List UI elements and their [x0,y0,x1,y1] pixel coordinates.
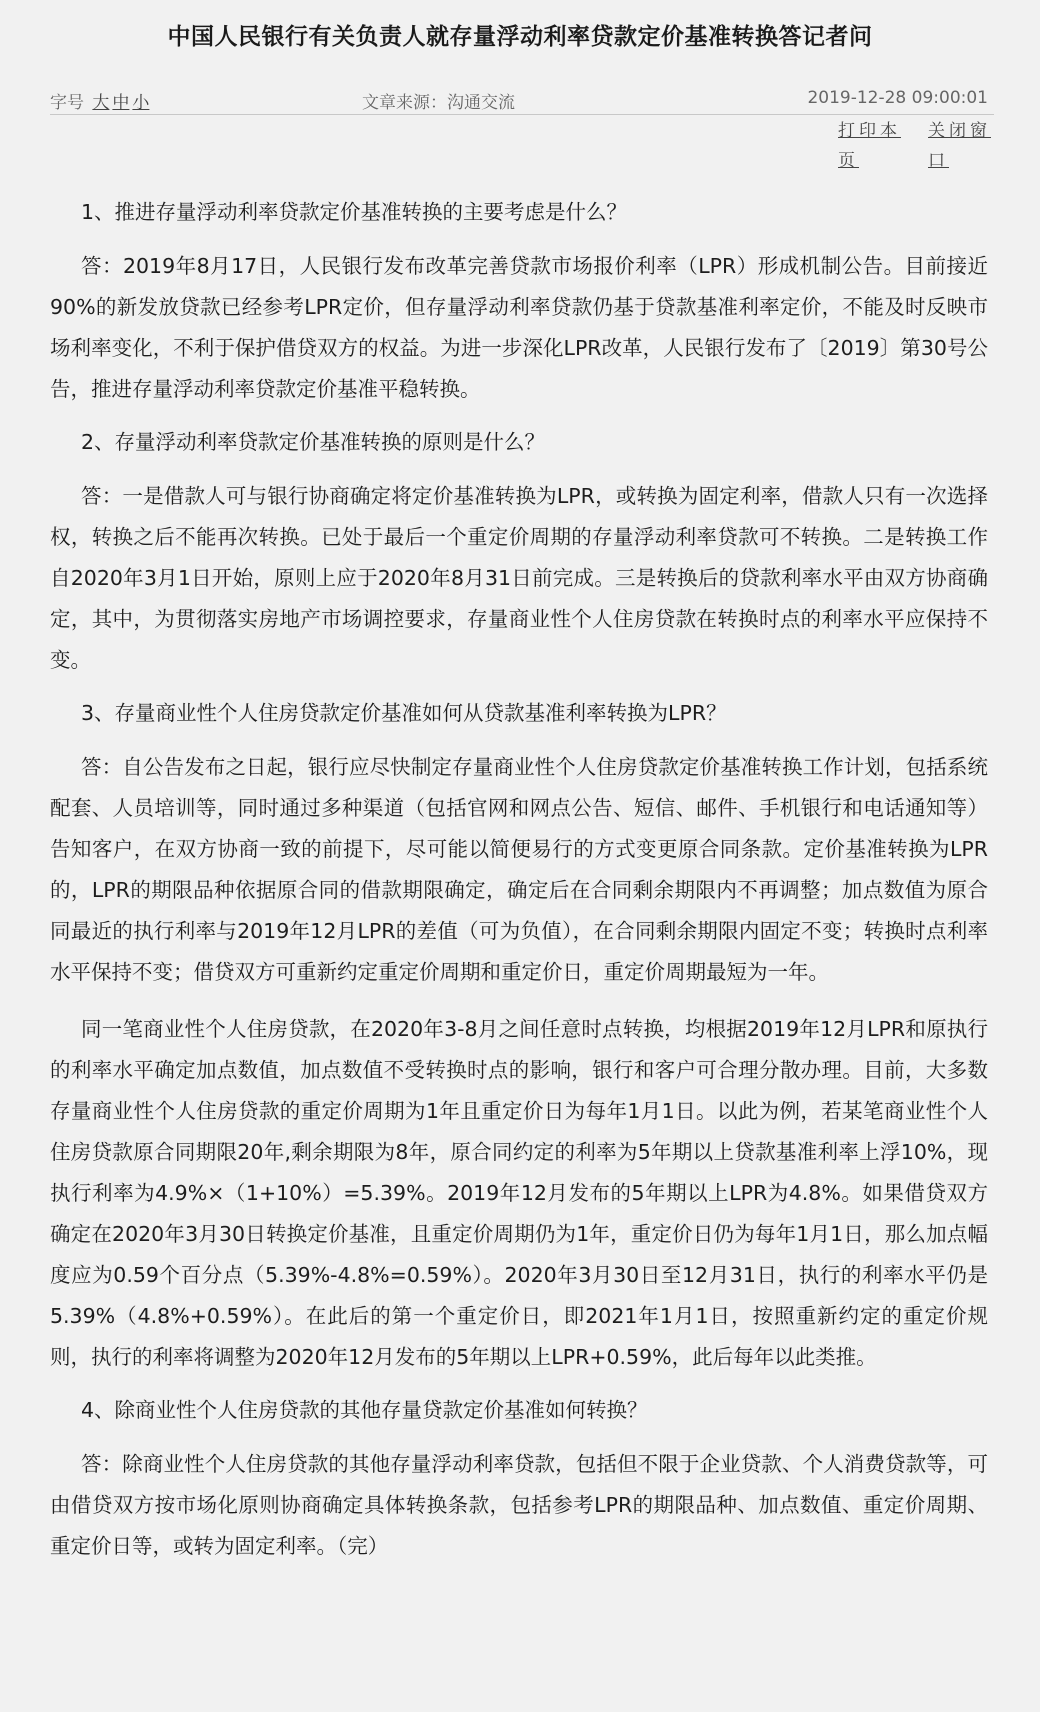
article-title: 中国人民银行有关负责人就存量浮动利率贷款定价基准转换答记者问 [167,24,873,50]
answer-3: 答：自公告发布之日起，银行应尽快制定存量商业性个人住房贷款定价基准转换工作计划，包括系统配套、人员培训等，同时通过多种渠道（包括官网和网点公告、短信、邮件、手机银行和电话通知等）告知客户，在双方协商一致的前提下，尽可能以简便易行的方式变更原合同条款。定价基准转换为LPR的，LPR的期限品种依据原合同的借款期限确定，确定后在合同剩余期限内不再调整；加点数值为原合同最近的执行利率与2019年12月LPR的差值（可为负值），在合同剩余期限内固定不变；转换时点利率水平保持不变；借贷双方可重新约定重定价周期和重定价日，重定价周期最短为一年。 [50,755,988,984]
font-size-label: 字号 [50,93,84,113]
font-size-small[interactable]: 小 [132,93,150,113]
publish-date: 2019-12-28 09:00:01 [807,88,988,108]
article-meta-bar [50,88,994,115]
article-source: 文章来源：沟通交流 [362,93,515,113]
close-window-link[interactable]: 关闭窗口 [928,121,991,171]
question-1: 1、推进存量浮动利率贷款定价基准转换的主要考虑是什么？ [81,200,628,224]
font-size-selector [50,88,149,113]
font-size-medium[interactable]: 中 [112,93,130,113]
question-3: 3、存量商业性个人住房贷款定价基准如何从贷款基准利率转换为LPR？ [81,701,727,725]
article-body [50,192,988,1567]
font-size-large[interactable]: 大 [92,93,110,113]
answer-4: 答：除商业性个人住房贷款的其他存量浮动利率贷款，包括但不限于企业贷款、个人消费贷款等，可由借贷双方按市场化原则协商确定具体转换条款，包括参考LPR的期限品种、加点数值、重定价周期、重定价日等，或转为固定利率。（完） [50,1452,988,1558]
answer-2: 答：一是借款人可与银行协商确定将定价基准转换为LPR，或转换为固定利率，借款人只有一次选择权，转换之后不能再次转换。已处于最后一个重定价周期的存量浮动利率贷款可不转换。二是转换工作自2020年3月1日开始，原则上应于2020年8月31日前完成。三是转换后的贷款利率水平由双方协商确定，其中，为贯彻落实房地产市场调控要求，存量商业性个人住房贷款在转换时点的利率水平应保持不变。 [50,484,988,672]
answer-3-example: 同一笔商业性个人住房贷款，在2020年3-8月之间任意时点转换，均根据2019年12月LPR和原执行的利率水平确定加点数值，加点数值不受转换时点的影响，银行和客户可合理分散办理。目前，大多数存量商业性个人住房贷款的重定价周期为1年且重定价日为每年1月1日。以此为例，若某笔商业性个人住房贷款原合同期限20年,剩余期限为8年，原合同约定的利率为5年期以上贷款基准利率上浮10%，现执行利率为4.9%×（1+10%）=5.39%。2019年12月发布的5年期以上LPR为4.8%。如果借贷双方确定在2020年3月30日转换定价基准，且重定价周期仍为1年，重定价日仍为每年1月1日，那么加点幅度应为0.59个百分点（5.39%-4.8%=0.59%）。2020年3月30日至12月31日，执行的利率水平仍是5.39%（4.8%+0.59%）。在此后的第一个重定价日，即2021年1月1日，按照重新约定的重定价规则，执行的利率将调整为2020年12月发布的5年期以上LPR+0.59%，此后每年以此类推。 [50,1017,988,1369]
question-2: 2、存量浮动利率贷款定价基准转换的原则是什么？ [81,430,546,454]
answer-1: 答：2019年8月17日，人民银行发布改革完善贷款市场报价利率（LPR）形成机制公告。目前接近90%的新发放贷款已经参考LPR定价，但存量浮动利率贷款仍基于贷款基准利率定价，不能及时反映市场利率变化，不利于保护借贷双方的权益。为进一步深化LPR改革，人民银行发布了〔2019〕第30号公告，推进存量浮动利率贷款定价基准平稳转换。 [50,254,988,401]
print-page-link[interactable]: 打印本页 [838,121,901,171]
question-4: 4、除商业性个人住房贷款的其他存量贷款定价基准如何转换？ [81,1398,648,1422]
